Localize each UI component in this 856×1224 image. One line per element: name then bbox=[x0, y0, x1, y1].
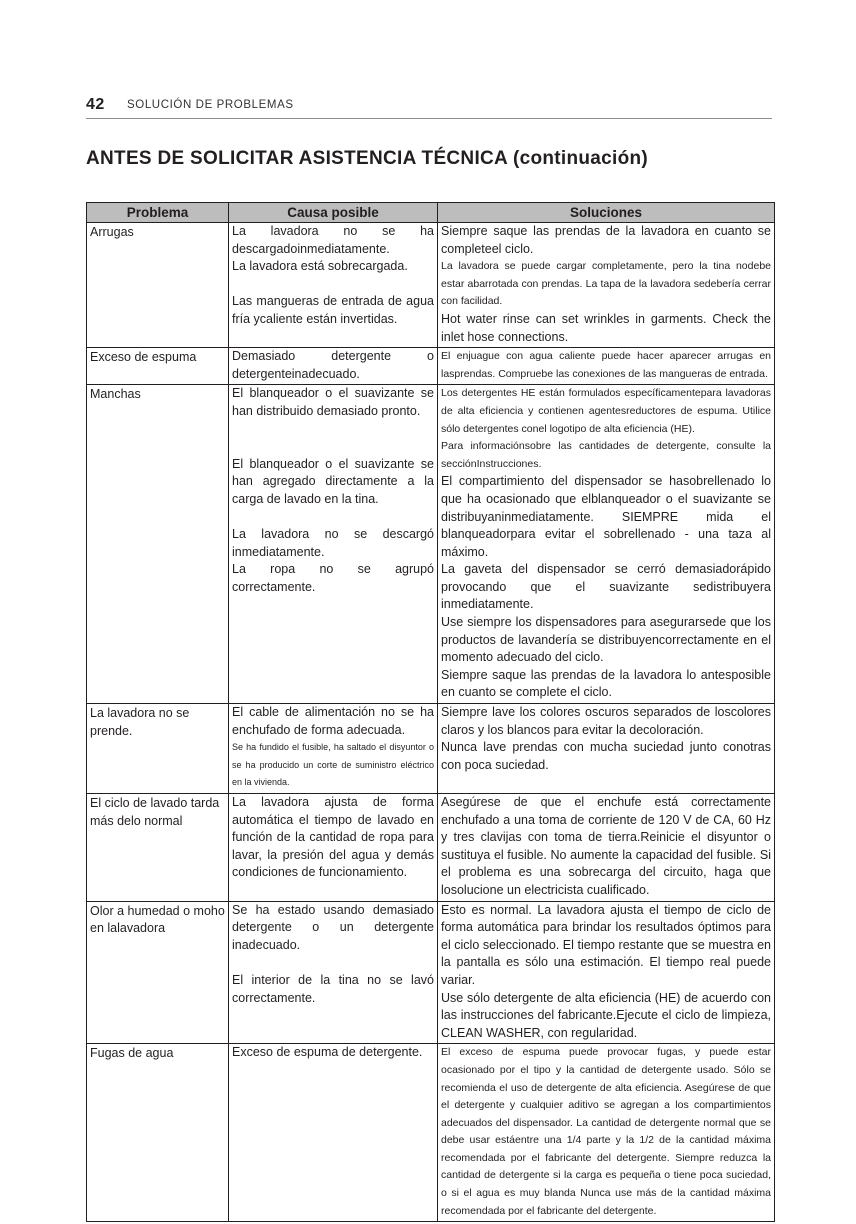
cause-cell bbox=[229, 901, 438, 1044]
solution-cell bbox=[438, 1044, 775, 1222]
table-row bbox=[87, 901, 775, 1044]
cause-text: Demasiado detergente o detergenteinadecuado. bbox=[232, 349, 434, 381]
problem-cell bbox=[87, 1044, 229, 1222]
table-header-row bbox=[87, 203, 775, 223]
solution-text: Siempre lave los colores oscuros separados de loscolores claros y los blancos para evitar la decoloración. bbox=[441, 705, 771, 737]
column-header-problem: Problema bbox=[87, 203, 229, 223]
problem-cell bbox=[87, 704, 229, 794]
page-title: ANTES DE SOLICITAR ASISTENCIA TÉCNICA (continuación) bbox=[86, 148, 649, 169]
solution-text: Siempre saque las prendas de la lavadora en cuanto se completeel ciclo. bbox=[441, 224, 771, 256]
cause-cell bbox=[229, 223, 438, 348]
cause-text: Se ha estado usando demasiado detergente o un detergente inadecuado. bbox=[232, 902, 434, 952]
column-header-cause: Causa posible bbox=[229, 203, 438, 223]
problem-text: Exceso de espuma bbox=[90, 350, 197, 365]
solution-cell bbox=[438, 385, 775, 704]
table-row bbox=[87, 794, 775, 902]
solution-cell bbox=[438, 704, 775, 794]
solution-text: Use sólo detergente de alta eficiencia (HE) de acuerdo con las instrucciones del fabricante.Ejecute el ciclo de limpieza, CLEAN WASHER, con regularidad. bbox=[441, 990, 771, 1040]
section-name: SOLUCIÓN DE PROBLEMAS bbox=[127, 99, 294, 111]
solution-cell bbox=[438, 223, 775, 348]
cause-cell bbox=[229, 794, 438, 902]
solution-text: Siempre saque las prendas de la lavadora lo antesposible en cuanto se complete el ciclo. bbox=[441, 667, 771, 700]
cause-text: El blanqueador o el suavizante se han distribuido demasiado pronto. bbox=[232, 386, 434, 418]
solution-text: Esto es normal. La lavadora ajusta el tiempo de ciclo de forma automática para brindar los resultados óptimos para el ciclo seleccionado. El tiempo restante que se muestra en la pantalla es sólo una estimación. El tiempo real puede variar. bbox=[441, 902, 771, 987]
cause-text: La lavadora ajusta de forma automática el tiempo de lavado en función de la cantidad de ropa para lavar, la presión del agua y demás condiciones de funcionamiento. bbox=[232, 795, 434, 880]
cause-cell bbox=[229, 1044, 438, 1222]
problem-cell bbox=[87, 901, 229, 1044]
solution-cell bbox=[438, 794, 775, 902]
solution-text: Para informaciónsobre las cantidades de detergente, consulte la secciónInstrucciones. bbox=[441, 440, 771, 470]
solution-text: El exceso de espuma puede provocar fugas, y puede estar ocasionado por el tipo y la cantidad de detergente usado. Sólo se recomienda el uso de detergente de alta eficiencia. Asegúrese de que el detergente y cualquier aditivo se agregan a los compartimientos adecuados del dispensador. La cantidad de detergente normal que se debe usar estáentre una 1/4 parte y la 1/2 de la cantidad máxima recomendada por el fabricante del detergente. Siempre reduzca la cantidad de detergente si la carga es pequeña o tiene poca suciedad, o si el agua es muy blanda Nunca use más de la cantidad máxima recomendada por el fabricante del detergente. bbox=[441, 1046, 771, 1217]
problem-cell bbox=[87, 794, 229, 902]
cause-text: La ropa no se agrupó correctamente. bbox=[232, 562, 434, 594]
problem-cell bbox=[87, 223, 229, 348]
solution-text: La lavadora se puede cargar completamente, pero la tina nodebe estar abarrotada con prendas. La tapa de la lavadora sedebería cerrar con facilidad. bbox=[441, 260, 771, 308]
problem-text: Manchas bbox=[90, 387, 141, 402]
problem-text: Arrugas bbox=[90, 225, 134, 239]
troubleshooting-table bbox=[86, 202, 775, 1222]
table-row bbox=[87, 704, 775, 794]
problem-cell bbox=[87, 348, 229, 385]
cause-text: El interior de la tina no se lavó correctamente. bbox=[232, 972, 434, 1005]
solution-cell bbox=[438, 348, 775, 385]
problem-text: El ciclo de lavado tarda más delo normal bbox=[90, 796, 220, 828]
solution-text: Asegúrese de que el enchufe está correctamente enchufado a una toma de corriente de 120 V de CA, 60 Hz y tres clavijas con toma de tierra.Reinicie el disyuntor o sustituya el fusible. No aumente la capacidad del fusible. Si el problema es una sobrecarga del circuito, haga que losolucione un electricista cualificado. bbox=[441, 795, 771, 897]
solution-text: El compartimiento del dispensador se hasobrellenado lo que ha ocasionado que elblanqueador o el suavizante se distribuyaninmediatamente. SIEMPRE mida el blanqueadorpara evitar el sobrellenado - una taza al máximo. bbox=[441, 474, 771, 559]
solution-text: Nunca lave prendas con mucha suciedad junto conotras con poca suciedad. bbox=[441, 740, 771, 772]
cause-text: La lavadora no se ha descargadoinmediatamente. bbox=[232, 224, 434, 256]
table-row bbox=[87, 1044, 775, 1222]
problem-text: Fugas de agua bbox=[90, 1046, 174, 1061]
table-row bbox=[87, 348, 775, 385]
cause-cell bbox=[229, 385, 438, 704]
problem-cell bbox=[87, 385, 229, 704]
cause-cell bbox=[229, 348, 438, 385]
solution-text: La gaveta del dispensador se cerró demasiadorápido provocando que el suavizante sedistribuyera inmediatamente. bbox=[441, 562, 771, 612]
column-header-solutions: Soluciones bbox=[438, 203, 775, 223]
problem-text: La lavadora no se prende. bbox=[90, 706, 190, 738]
page-number: 42 bbox=[86, 96, 105, 113]
cause-text: Exceso de espuma de detergente. bbox=[232, 1045, 423, 1060]
solution-text: Hot water rinse can set wrinkles in garments. Check the inlet hose connections. bbox=[441, 311, 771, 344]
cause-text: La lavadora no se descargó inmediatamente. bbox=[232, 527, 434, 559]
cause-text: Se ha fundido el fusible, ha saltado el disyuntor o se ha producido un corte de suministro eléctrico en la vivienda. bbox=[232, 742, 434, 788]
problem-text: Olor a humedad o moho en lalavadora bbox=[90, 903, 225, 936]
cause-text: El blanqueador o el suavizante se han agregado directamente a la carga de lavado en la tina. bbox=[232, 456, 434, 506]
cause-text: Las mangueras de entrada de agua fría ycaliente están invertidas. bbox=[232, 294, 434, 326]
cause-text: El cable de alimentación no se ha enchufado de forma adecuada. bbox=[232, 705, 434, 737]
running-header bbox=[86, 96, 772, 119]
cause-cell bbox=[229, 704, 438, 794]
table-row bbox=[87, 385, 775, 704]
cause-text: La lavadora está sobrecargada. bbox=[232, 259, 408, 274]
solution-text: El enjuague con agua caliente puede hacer aparecer arrugas en lasprendas. Compruebe las conexiones de las mangueras de entrada. bbox=[441, 350, 771, 380]
solution-text: Use siempre los dispensadores para asegurarsede que los productos de lavandería se distribuyencorrectamente en el momento adecuado del ciclo. bbox=[441, 615, 771, 665]
table-row bbox=[87, 223, 775, 348]
solution-text: Los detergentes HE están formulados específicamentepara lavadoras de alta eficiencia y contienen agentesreductores de espuma. Utilice sólo detergentes conel logotipo de alta eficiencia (HE). bbox=[441, 387, 771, 435]
solution-cell bbox=[438, 901, 775, 1044]
